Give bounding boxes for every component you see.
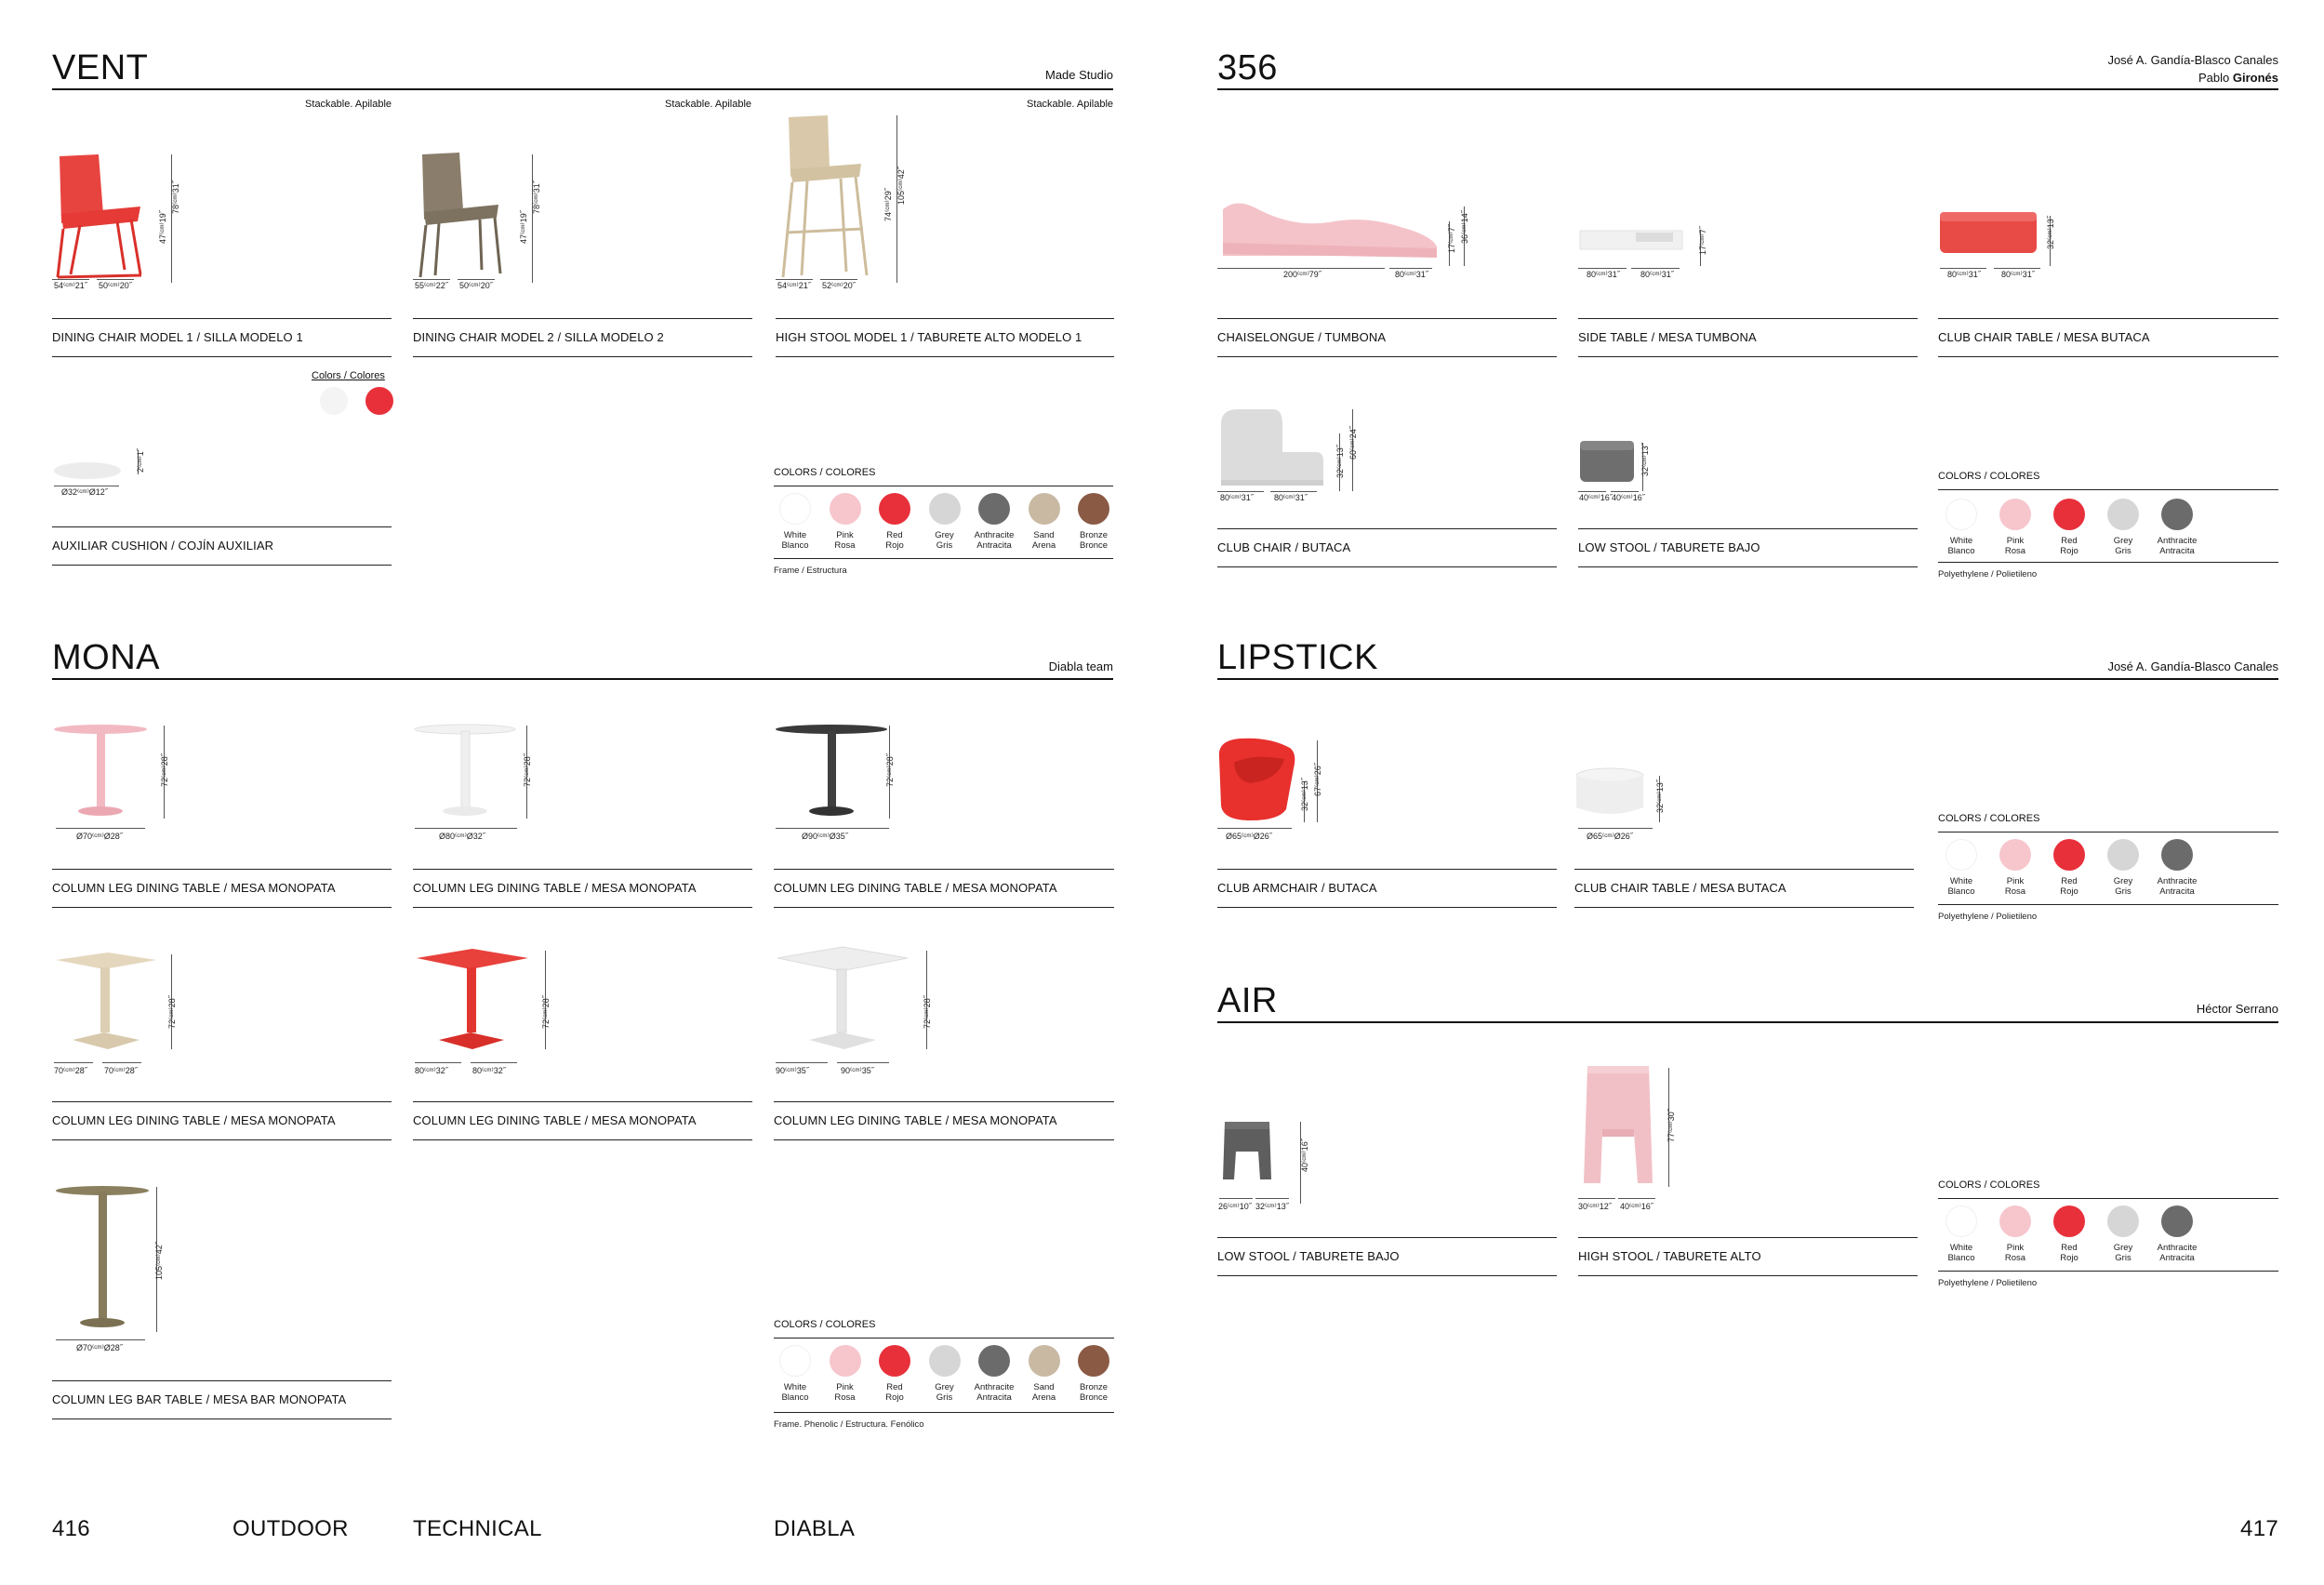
s356-chaise-height-low: 17⁽ᶜᵐ⁾7˝ xyxy=(1447,224,1456,253)
mona-table-6-name: COLUMN LEG DINING TABLE / MESA MONOPATA xyxy=(774,1101,1114,1140)
color-name-en: Red xyxy=(2061,1243,2078,1253)
mona-table-6-depth: 90⁽ᶜᵐ⁾35˝ xyxy=(841,1066,874,1075)
color-swatch-white xyxy=(779,1345,811,1377)
air-low-stool-height: 40⁽ᶜᵐ⁾16˝ xyxy=(1300,1139,1309,1172)
color-name-es: Blanco xyxy=(781,540,809,552)
color-name-en: Anthracite xyxy=(974,530,1015,540)
color-label-sand xyxy=(1018,530,1070,552)
lipstick-rule xyxy=(1217,678,2278,680)
color-swatch-grey xyxy=(929,493,961,525)
color-name-en: Pink xyxy=(836,1382,854,1392)
air-high-stool-depth: 40⁽ᶜᵐ⁾16˝ xyxy=(1620,1202,1653,1211)
color-swatch-grey xyxy=(2107,499,2139,530)
color-label-grey xyxy=(2097,536,2149,557)
mona-table-1-height: 72⁽ᶜᵐ⁾28˝ xyxy=(160,753,169,787)
page-number-right: 417 xyxy=(2240,1516,2278,1541)
mona-table-3-diameter: Ø90⁽ᶜᵐ⁾Ø35˝ xyxy=(802,832,848,841)
s356-chaise-width: 200⁽ᶜᵐ⁾79˝ xyxy=(1283,270,1321,279)
s356-designer xyxy=(2107,52,2278,87)
vent-high-stool-height-seat: 74⁽ᶜᵐ⁾29˝ xyxy=(883,188,893,221)
color-name-es: Gris xyxy=(936,1392,953,1404)
mona-table-5-image xyxy=(413,947,534,1053)
color-name-en: Grey xyxy=(935,1382,954,1392)
color-swatch-sand xyxy=(1029,1345,1060,1377)
mona-bar-table-image xyxy=(52,1183,154,1332)
color-name-en: Anthracite xyxy=(2157,876,2198,886)
color-name-en: Grey xyxy=(2113,1243,2133,1253)
color-label-sand xyxy=(1018,1382,1070,1404)
air-high-stool-height: 77⁽ᶜᵐ⁾30˝ xyxy=(1667,1109,1676,1142)
mona-table-2-image xyxy=(413,722,525,819)
color-swatch-pink xyxy=(1999,839,2031,871)
color-label-grey xyxy=(919,1382,971,1404)
vent-chair-1-height-seat: 47⁽ᶜᵐ⁾19˝ xyxy=(158,210,167,244)
color-name-es: Rojo xyxy=(885,540,904,552)
vent-title: VENT xyxy=(52,48,149,87)
air-low-stool-name: LOW STOOL / TABURETE BAJO xyxy=(1217,1237,1557,1276)
color-label-grey xyxy=(919,530,971,552)
color-name-es: Gris xyxy=(936,540,953,552)
vent-high-stool-name: HIGH STOOL MODEL 1 / TABURETE ALTO MODELO 1 xyxy=(776,318,1114,357)
mona-bar-table-diameter: Ø70⁽ᶜᵐ⁾Ø28˝ xyxy=(76,1343,123,1352)
color-name-es: Antracita xyxy=(2159,886,2195,898)
color-name-en: White xyxy=(783,530,807,540)
s356-chaise-name: CHAISELONGUE / TUMBONA xyxy=(1217,318,1557,357)
color-label-red xyxy=(2043,536,2095,557)
mona-table-3-height: 72⁽ᶜᵐ⁾28˝ xyxy=(885,753,895,787)
color-name-en: Red xyxy=(886,530,903,540)
mona-table-3-image xyxy=(774,722,895,819)
air-colors-heading: COLORS / COLORES xyxy=(1938,1179,2278,1199)
mona-table-2-height: 72⁽ᶜᵐ⁾28˝ xyxy=(523,753,532,787)
color-swatch-pink xyxy=(1999,1205,2031,1237)
air-low-stool-depth: 32⁽ᶜᵐ⁾13˝ xyxy=(1255,1202,1289,1211)
vent-colors-footer: Frame / Estructura xyxy=(774,558,1113,576)
color-name-es: Antracita xyxy=(976,540,1012,552)
mona-rule xyxy=(52,678,1113,680)
vent-cushion-image xyxy=(52,458,126,486)
vent-chair-1-name: DINING CHAIR MODEL 1 / SILLA MODELO 1 xyxy=(52,318,392,357)
color-name-en: White xyxy=(1949,536,1973,546)
color-name-es: Blanco xyxy=(1947,886,1975,898)
vent-cushion-diameter: Ø32⁽ᶜᵐ⁾Ø12˝ xyxy=(61,487,108,497)
color-name-es: Gris xyxy=(2115,886,2131,898)
color-name-es: Arena xyxy=(1031,1392,1056,1404)
lipstick-table-height: 32⁽ᶜᵐ⁾13˝ xyxy=(1655,779,1665,813)
color-swatch-pink xyxy=(830,1345,861,1377)
vent-chair-1-height: 78⁽ᶜᵐ⁾31˝ xyxy=(171,180,180,214)
color-label-red xyxy=(2043,1243,2095,1264)
lipstick-table-name: CLUB CHAIR TABLE / MESA BUTACA xyxy=(1574,869,1914,908)
s356-title: 356 xyxy=(1217,48,1278,87)
color-name-en: Red xyxy=(2061,876,2078,886)
color-label-pink xyxy=(819,1382,871,1404)
vent-high-stool-height: 105⁽ᶜᵐ⁾42˝ xyxy=(896,166,906,205)
mona-table-5-width: 80⁽ᶜᵐ⁾32˝ xyxy=(415,1066,448,1075)
color-name-es: Antracita xyxy=(976,1392,1012,1404)
color-swatch-white xyxy=(1946,1205,1977,1237)
lipstick-armchair-height: 67⁽ᶜᵐ⁾26˝ xyxy=(1313,763,1322,796)
color-swatch-red xyxy=(879,1345,910,1377)
s356-designer-line-2b: Gironés xyxy=(2232,70,2278,85)
color-label-red xyxy=(869,530,921,552)
color-name-en: Anthracite xyxy=(974,1382,1015,1392)
color-label-pink xyxy=(1989,536,2041,557)
vent-cushion-colors-label: Colors / Colores xyxy=(312,370,385,381)
color-name-es: Antracita xyxy=(2159,1253,2195,1264)
mona-table-5-depth: 80⁽ᶜᵐ⁾32˝ xyxy=(472,1066,506,1075)
vent-high-stool-image xyxy=(776,112,878,279)
color-name-en: Grey xyxy=(935,530,954,540)
s356-low-stool-height: 32⁽ᶜᵐ⁾13˝ xyxy=(1640,443,1650,476)
color-label-red xyxy=(2043,876,2095,898)
s356-club-chair-image xyxy=(1217,406,1329,489)
s356-colors-heading: COLORS / COLORES xyxy=(1938,471,2278,490)
s356-low-stool-name: LOW STOOL / TABURETE BAJO xyxy=(1578,528,1918,567)
color-name-es: Rojo xyxy=(885,1392,904,1404)
vent-cushion-name: AUXILIAR CUSHION / COJÍN AUXILIAR xyxy=(52,526,392,566)
s356-low-stool-image xyxy=(1578,437,1643,493)
air-high-stool-width: 30⁽ᶜᵐ⁾12˝ xyxy=(1578,1202,1612,1211)
footer-brand: DIABLA xyxy=(774,1516,856,1541)
color-name-es: Blanco xyxy=(1947,546,1975,557)
s356-side-table-height: 17⁽ᶜᵐ⁾7˝ xyxy=(1698,226,1707,255)
s356-chaise-height: 36⁽ᶜᵐ⁾14˝ xyxy=(1460,210,1469,244)
vent-colors-heading: COLORS / COLORES xyxy=(774,467,1113,486)
color-name-es: Bronce xyxy=(1079,1392,1109,1404)
footer-category-technical: TECHNICAL xyxy=(413,1516,542,1541)
color-label-white xyxy=(769,530,821,552)
color-name-es: Arena xyxy=(1031,540,1056,552)
color-name-en: Red xyxy=(2061,536,2078,546)
mona-table-1-image xyxy=(52,722,154,819)
mona-title: MONA xyxy=(52,638,160,677)
color-swatch-bronze xyxy=(1078,493,1109,525)
color-name-es: Gris xyxy=(2115,1253,2131,1264)
air-low-stool-width: 26⁽ᶜᵐ⁾10˝ xyxy=(1218,1202,1252,1211)
mona-table-1-diameter: Ø70⁽ᶜᵐ⁾Ø28˝ xyxy=(76,832,123,841)
mona-table-6-image xyxy=(774,945,913,1053)
color-name-en: White xyxy=(783,1382,807,1392)
air-designer: Héctor Serrano xyxy=(2196,1002,2278,1016)
color-label-grey xyxy=(2097,1243,2149,1264)
air-colors-footer: Polyethylene / Polietileno xyxy=(1938,1271,2278,1288)
color-label-grey xyxy=(2097,876,2149,898)
color-name-en: Anthracite xyxy=(2157,1243,2198,1253)
color-label-pink xyxy=(1989,876,2041,898)
vent-designer: Made Studio xyxy=(1045,68,1113,82)
color-swatch-anthracite xyxy=(2161,499,2193,530)
s356-chaise-image xyxy=(1217,191,1441,265)
cushion-swatch-white xyxy=(320,387,348,415)
mona-table-2-diameter: Ø80⁽ᶜᵐ⁾Ø32˝ xyxy=(439,832,485,841)
color-label-pink xyxy=(819,530,871,552)
vent-stack-note-3: Stackable. Apilable xyxy=(1027,99,1113,110)
color-name-en: Anthracite xyxy=(2157,536,2198,546)
s356-club-chair-height: 60⁽ᶜᵐ⁾24˝ xyxy=(1348,426,1358,460)
color-label-red xyxy=(869,1382,921,1404)
s356-club-table-width: 80⁽ᶜᵐ⁾31˝ xyxy=(1947,270,1981,279)
color-label-anthracite xyxy=(2151,1243,2203,1264)
color-name-en: White xyxy=(1949,876,1973,886)
s356-club-table-image xyxy=(1938,208,2040,264)
color-swatch-white xyxy=(779,493,811,525)
color-label-anthracite xyxy=(2151,876,2203,898)
color-name-es: Rosa xyxy=(2004,886,2026,898)
lipstick-armchair-image xyxy=(1214,735,1297,822)
s356-club-chair-depth: 80⁽ᶜᵐ⁾31˝ xyxy=(1274,493,1308,502)
mona-table-1-name: COLUMN LEG DINING TABLE / MESA MONOPATA xyxy=(52,869,392,908)
s356-designer-line-1: José A. Gandía-Blasco Canales xyxy=(2107,53,2278,67)
mona-table-5-height: 72⁽ᶜᵐ⁾28˝ xyxy=(541,995,551,1029)
vent-chair-1-depth: 50⁽ᶜᵐ⁾20˝ xyxy=(99,281,132,290)
color-name-en: Pink xyxy=(836,530,854,540)
color-name-en: Pink xyxy=(2006,1243,2025,1253)
color-label-bronze xyxy=(1068,1382,1120,1404)
vent-cushion-height: 2⁽ᶜᵐ⁾1˝ xyxy=(136,448,145,473)
lipstick-table-image xyxy=(1574,766,1649,822)
color-name-en: Pink xyxy=(2006,536,2025,546)
color-label-white xyxy=(1935,536,1987,557)
s356-club-table-depth: 80⁽ᶜᵐ⁾31˝ xyxy=(2001,270,2035,279)
s356-rule xyxy=(1217,88,2278,90)
lipstick-colors-footer: Polyethylene / Polietileno xyxy=(1938,904,2278,922)
color-swatch-sand xyxy=(1029,493,1060,525)
color-name-es: Rosa xyxy=(2004,546,2026,557)
color-name-es: Gris xyxy=(2115,546,2131,557)
vent-chair-1-image xyxy=(52,149,154,279)
color-swatch-white xyxy=(1946,839,1977,871)
air-rule xyxy=(1217,1021,2278,1023)
color-name-en: Red xyxy=(886,1382,903,1392)
color-swatch-grey xyxy=(2107,1205,2139,1237)
vent-chair-2-height-seat: 47⁽ᶜᵐ⁾19˝ xyxy=(519,210,528,244)
mona-table-6-height: 72⁽ᶜᵐ⁾28˝ xyxy=(923,995,932,1029)
mona-bar-table-name: COLUMN LEG BAR TABLE / MESA BAR MONOPATA xyxy=(52,1380,392,1419)
color-name-en: Sand xyxy=(1033,530,1055,540)
cushion-swatch-red xyxy=(365,387,393,415)
color-name-en: Grey xyxy=(2113,876,2133,886)
color-label-pink xyxy=(1989,1243,2041,1264)
color-label-white xyxy=(1935,876,1987,898)
lipstick-table-diameter: Ø65⁽ᶜᵐ⁾Ø26˝ xyxy=(1587,832,1633,841)
color-name-es: Bronce xyxy=(1079,540,1109,552)
color-swatch-anthracite xyxy=(2161,839,2193,871)
vent-stack-note-2: Stackable. Apilable xyxy=(665,99,751,110)
color-name-es: Rojo xyxy=(2060,546,2078,557)
color-swatch-white xyxy=(1946,499,1977,530)
color-swatch-anthracite xyxy=(978,493,1010,525)
color-label-white xyxy=(1935,1243,1987,1264)
color-swatch-pink xyxy=(830,493,861,525)
s356-chaise-depth: 80⁽ᶜᵐ⁾31˝ xyxy=(1395,270,1428,279)
lipstick-armchair-height-seat: 32⁽ᶜᵐ⁾13˝ xyxy=(1300,778,1309,811)
mona-table-4-width: 70⁽ᶜᵐ⁾28˝ xyxy=(54,1066,87,1075)
s356-low-stool-width: 40⁽ᶜᵐ⁾16˝ xyxy=(1579,493,1613,502)
color-swatch-pink xyxy=(1999,499,2031,530)
color-name-en: Grey xyxy=(2113,536,2133,546)
lipstick-armchair-name: CLUB ARMCHAIR / BUTACA xyxy=(1217,869,1557,908)
s356-club-chair-height-seat: 32⁽ᶜᵐ⁾13˝ xyxy=(1335,445,1345,478)
color-label-anthracite xyxy=(968,1382,1020,1404)
lipstick-armchair-diameter: Ø65⁽ᶜᵐ⁾Ø26˝ xyxy=(1226,832,1272,841)
color-swatch-red xyxy=(879,493,910,525)
vent-high-stool-depth: 52⁽ᶜᵐ⁾20˝ xyxy=(822,281,856,290)
color-name-es: Rosa xyxy=(834,1392,856,1404)
color-name-en: Sand xyxy=(1033,1382,1055,1392)
color-swatch-red xyxy=(2053,499,2085,530)
vent-chair-2-height: 78⁽ᶜᵐ⁾31˝ xyxy=(532,180,541,214)
mona-table-4-depth: 70⁽ᶜᵐ⁾28˝ xyxy=(104,1066,138,1075)
vent-chair-2-depth: 50⁽ᶜᵐ⁾20˝ xyxy=(459,281,493,290)
footer-category-outdoor: OUTDOOR xyxy=(232,1516,349,1541)
vent-chair-1-width: 54⁽ᶜᵐ⁾21˝ xyxy=(54,281,87,290)
mona-table-4-name: COLUMN LEG DINING TABLE / MESA MONOPATA xyxy=(52,1101,392,1140)
vent-chair-2-image xyxy=(413,149,515,279)
color-name-es: Rosa xyxy=(2004,1253,2026,1264)
vent-stack-note-1: Stackable. Apilable xyxy=(305,99,392,110)
mona-table-4-image xyxy=(52,951,164,1053)
vent-chair-2-width: 55⁽ᶜᵐ⁾22˝ xyxy=(415,281,448,290)
color-name-en: Bronze xyxy=(1079,1382,1109,1392)
color-swatch-anthracite xyxy=(2161,1205,2193,1237)
s356-side-table-name: SIDE TABLE / MESA TUMBONA xyxy=(1578,318,1918,357)
lipstick-colors-heading: COLORS / COLORES xyxy=(1938,813,2278,832)
color-swatch-red xyxy=(2053,1205,2085,1237)
vent-high-stool-width: 54⁽ᶜᵐ⁾21˝ xyxy=(777,281,811,290)
color-name-es: Rojo xyxy=(2060,886,2078,898)
mona-table-2-name: COLUMN LEG DINING TABLE / MESA MONOPATA xyxy=(413,869,752,908)
color-name-en: Pink xyxy=(2006,876,2025,886)
s356-colors-footer: Polyethylene / Polietileno xyxy=(1938,562,2278,579)
mona-colors-footer: Frame. Phenolic / Estructura. Fenólico xyxy=(774,1412,1114,1430)
s356-club-chair-name: CLUB CHAIR / BUTACA xyxy=(1217,528,1557,567)
mona-table-5-name: COLUMN LEG DINING TABLE / MESA MONOPATA xyxy=(413,1101,752,1140)
air-title: AIR xyxy=(1217,981,1278,1020)
mona-designer: Diabla team xyxy=(1048,659,1113,673)
lipstick-title: LIPSTICK xyxy=(1217,638,1378,677)
air-high-stool-name: HIGH STOOL / TABURETE ALTO xyxy=(1578,1237,1918,1276)
color-swatch-red xyxy=(2053,839,2085,871)
color-name-es: Blanco xyxy=(1947,1253,1975,1264)
s356-side-table-image xyxy=(1578,221,1690,268)
mona-table-3-name: COLUMN LEG DINING TABLE / MESA MONOPATA xyxy=(774,869,1114,908)
mona-bar-table-height: 105⁽ᶜᵐ⁾42˝ xyxy=(154,1242,164,1280)
s356-designer-line-2a: Pablo xyxy=(2198,70,2233,85)
color-name-es: Blanco xyxy=(781,1392,809,1404)
s356-club-chair-width: 80⁽ᶜᵐ⁾31˝ xyxy=(1220,493,1254,502)
air-low-stool-image xyxy=(1221,1118,1277,1183)
color-label-anthracite xyxy=(2151,536,2203,557)
color-label-anthracite xyxy=(968,530,1020,552)
s356-low-stool-depth: 40⁽ᶜᵐ⁾16˝ xyxy=(1612,493,1645,502)
color-label-white xyxy=(769,1382,821,1404)
color-swatch-grey xyxy=(2107,839,2139,871)
s356-side-table-width: 80⁽ᶜᵐ⁾31˝ xyxy=(1587,270,1620,279)
s356-club-table-height: 32⁽ᶜᵐ⁾13˝ xyxy=(2046,216,2055,249)
color-name-en: White xyxy=(1949,1243,1973,1253)
s356-club-table-name: CLUB CHAIR TABLE / MESA BUTACA xyxy=(1938,318,2278,357)
color-label-bronze xyxy=(1068,530,1120,552)
s356-side-table-depth: 80⁽ᶜᵐ⁾31˝ xyxy=(1640,270,1674,279)
air-high-stool-image xyxy=(1582,1064,1656,1185)
color-swatch-bronze xyxy=(1078,1345,1109,1377)
color-name-en: Bronze xyxy=(1079,530,1109,540)
vent-chair-2-name: DINING CHAIR MODEL 2 / SILLA MODELO 2 xyxy=(413,318,752,357)
mona-table-4-height: 72⁽ᶜᵐ⁾28˝ xyxy=(167,995,177,1029)
color-name-es: Antracita xyxy=(2159,546,2195,557)
lipstick-designer: José A. Gandía-Blasco Canales xyxy=(2107,659,2278,673)
color-name-es: Rojo xyxy=(2060,1253,2078,1264)
vent-rule xyxy=(52,88,1113,90)
color-swatch-anthracite xyxy=(978,1345,1010,1377)
page-number-left: 416 xyxy=(52,1516,90,1541)
color-swatch-grey xyxy=(929,1345,961,1377)
color-name-es: Rosa xyxy=(834,540,856,552)
mona-table-6-width: 90⁽ᶜᵐ⁾35˝ xyxy=(776,1066,809,1075)
mona-colors-heading: COLORS / COLORES xyxy=(774,1319,1114,1339)
